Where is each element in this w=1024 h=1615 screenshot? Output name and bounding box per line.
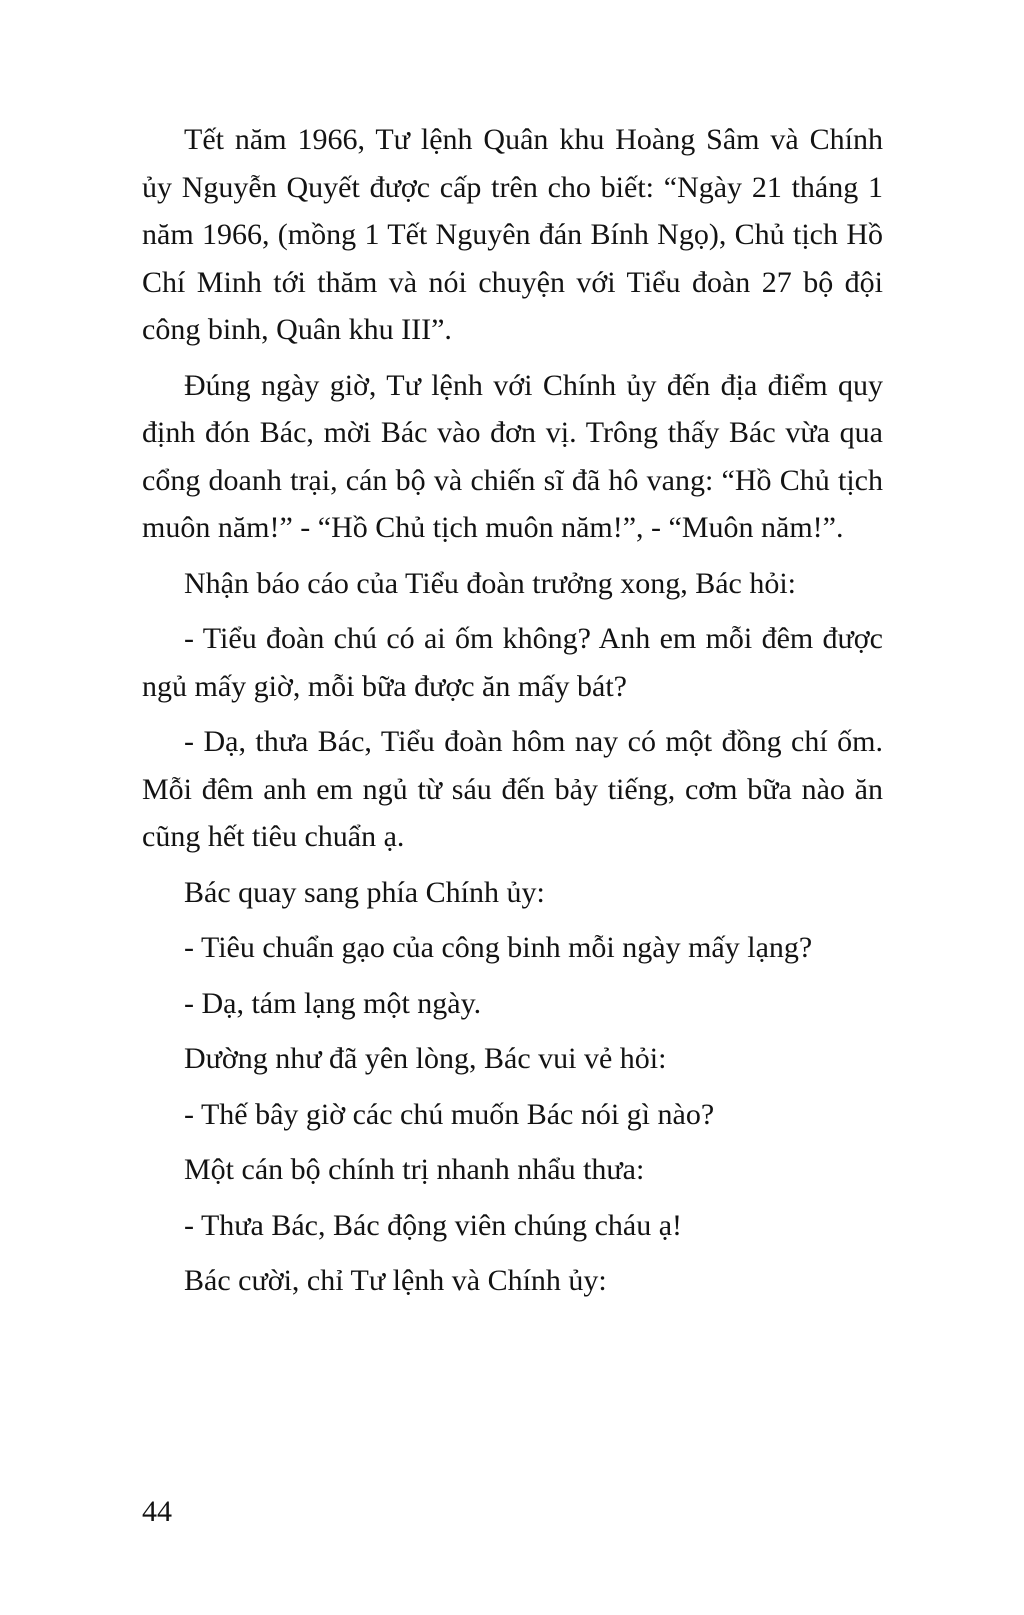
paragraph-political-officer: Một cán bộ chính trị nhanh nhẩu thưa: [184, 1153, 645, 1186]
paragraph-arrival: Đúng ngày giờ, Tư lệnh với Chính ủy đến địa điểm quy định đón Bác, mời Bác vào đơn vị. Trông thấy Bác vừa qua cổng doanh trại, cán bộ và chiến sĩ đã hô vang: “Hồ Chủ tịch muôn năm!” - “Hồ Chủ tịch muôn năm!”, - “Muôn năm!”. [142, 368, 883, 544]
dialogue-reply-3: - Thưa Bác, Bác động viên chúng cháu ạ! [184, 1208, 683, 1242]
paragraph-intro: Tết năm 1966, Tư lệnh Quân khu Hoàng Sâm và Chính ủy Nguyễn Quyết được cấp trên cho biết: “Ngày 21 tháng 1 năm 1966, (mồng 1 Tết Nguyên đán Bính Ngọ), Chủ tịch Hồ Chí Minh tới thăm và nói chuyện với Tiểu đoàn 27 bộ đội công binh, Quân khu III”. [142, 123, 883, 346]
paragraph-bac-smiles: Bác cười, chỉ Tư lệnh và Chính ủy: [184, 1264, 607, 1297]
page-number: 44 [142, 1495, 172, 1528]
paragraph-relieved: Dường như đã yên lòng, Bác vui vẻ hỏi: [184, 1042, 667, 1075]
dialogue-bac-question-1: - Tiểu đoàn chú có ai ốm không? Anh em mỗi đêm được ngủ mấy giờ, mỗi bữa được ăn mấy bát? [142, 622, 883, 703]
paragraph-turn-to-chinh-uy: Bác quay sang phía Chính ủy: [184, 875, 545, 909]
paragraph-report: Nhận báo cáo của Tiểu đoàn trưởng xong, Bác hỏi: [184, 566, 797, 600]
dialogue-reply-2: - Dạ, tám lạng một ngày. [184, 986, 482, 1020]
dialogue-reply-1: - Dạ, thưa Bác, Tiểu đoàn hôm nay có một đồng chí ốm. Mỗi đêm anh em ngủ từ sáu đến bảy tiếng, cơm bữa nào ăn cũng hết tiêu chuẩn ạ. [142, 725, 883, 853]
text-block [142, 116, 883, 1313]
dialogue-bac-question-3: - Thế bây giờ các chú muốn Bác nói gì nào? [184, 1097, 715, 1131]
dialogue-bac-question-2: - Tiêu chuẩn gạo của công binh mỗi ngày mấy lạng? [184, 931, 813, 964]
